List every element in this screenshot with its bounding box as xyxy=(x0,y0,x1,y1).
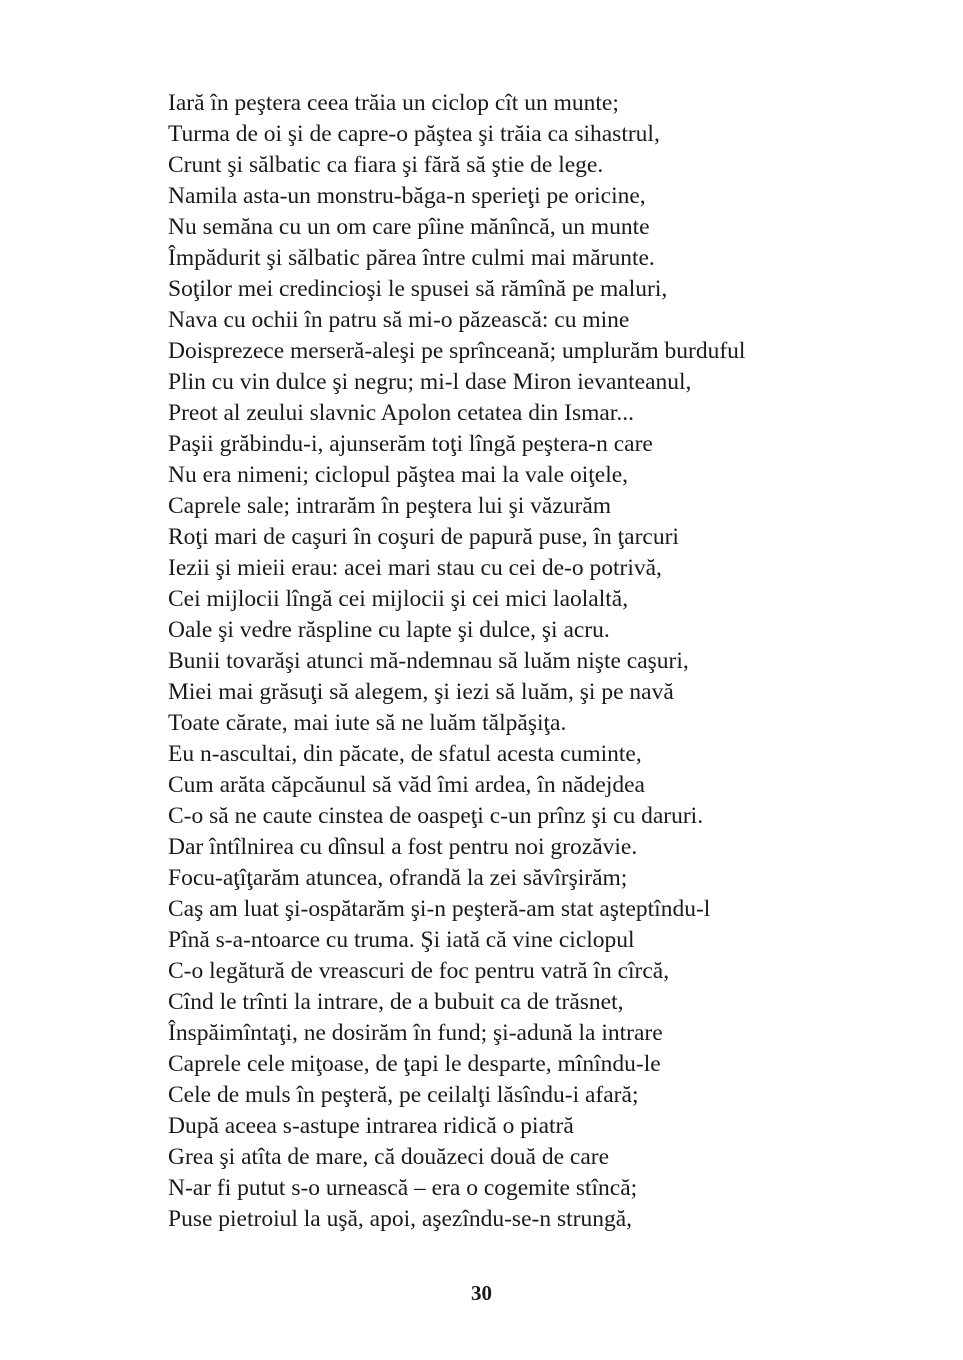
poem-line: Grea şi atîta de mare, că douăzeci două de care xyxy=(168,1144,610,1170)
poem-line: Nu semăna cu un om care pîine mănîncă, un munte xyxy=(168,214,650,240)
poem-line: Paşii grăbindu-i, ajunserăm toţi lîngă peştera-n care xyxy=(168,431,653,457)
poem-line: Turma de oi şi de capre-o păştea şi trăia ca sihastrul, xyxy=(168,121,660,147)
poem-line: Dar întîlnirea cu dînsul a fost pentru noi grozăvie. xyxy=(168,834,638,860)
poem-line: După aceea s-astupe intrarea ridică o piatră xyxy=(168,1113,574,1139)
poem-line: Soţilor mei credincioşi le spusei să rămînă pe maluri, xyxy=(168,276,668,302)
poem-line: Focu-aţîţarăm atuncea, ofrandă la zei săvîrşirăm; xyxy=(168,865,628,891)
poem-line: Puse pietroiul la uşă, apoi, aşezîndu-se-n strungă, xyxy=(168,1206,633,1232)
poem-line: Nava cu ochii în patru să mi-o păzească: cu mine xyxy=(168,307,630,333)
poem-line: Miei mai grăsuţi să alegem, şi iezi să luăm, şi pe navă xyxy=(168,679,674,705)
poem-line: Cum arăta căpcăunul să văd îmi ardea, în nădejdea xyxy=(168,772,645,798)
poem-text xyxy=(168,88,928,1235)
poem-line: Cei mijlocii lîngă cei mijlocii şi cei mici laolaltă, xyxy=(168,586,629,612)
poem-line: Caş am luat şi-ospătarăm şi-n peşteră-am stat aşteptîndu-l xyxy=(168,896,711,922)
poem-line: Cînd le trînti la intrare, de a bubuit ca de trăsnet, xyxy=(168,989,624,1015)
poem-line: Iezii şi mieii erau: acei mari stau cu cei de-o potrivă, xyxy=(168,555,662,581)
poem-line: Caprele sale; intrarăm în peştera lui şi văzurăm xyxy=(168,493,612,519)
poem-line: Oale şi vedre răspline cu lapte şi dulce, şi acru. xyxy=(168,617,610,643)
poem-line: Înspăimîntaţi, ne dosirăm în fund; şi-adună la intrare xyxy=(168,1020,663,1046)
poem-line: Caprele cele miţoase, de ţapi le desparte, mînîndu-le xyxy=(168,1051,661,1077)
poem-line: Plin cu vin dulce şi negru; mi-l dase Miron ievanteanul, xyxy=(168,369,692,395)
poem-line: Doisprezece merseră-aleşi pe sprînceană; umplurăm burduful xyxy=(168,338,746,364)
poem-line: Cele de muls în peşteră, pe ceilalţi lăsîndu-i afară; xyxy=(168,1082,639,1108)
poem-line: Bunii tovarăşi atunci mă-ndemnau să luăm nişte caşuri, xyxy=(168,648,689,674)
poem-line: Eu n-ascultai, din păcate, de sfatul acesta cuminte, xyxy=(168,741,642,767)
poem-line: Toate cărate, mai iute să ne luăm tălpăşiţa. xyxy=(168,710,567,736)
poem-line: Crunt şi sălbatic ca fiara şi fără să ştie de lege. xyxy=(168,152,604,178)
poem-line: Roţi mari de caşuri în coşuri de papură puse, în ţarcuri xyxy=(168,524,679,550)
page-number: 30 xyxy=(471,1281,492,1305)
poem-line: Preot al zeului slavnic Apolon cetatea din Ismar... xyxy=(168,400,634,426)
poem-line: Pînă s-a-ntoarce cu truma. Şi iată că vine ciclopul xyxy=(168,927,635,953)
poem-line: Împădurit şi sălbatic părea între culmi mai mărunte. xyxy=(168,245,655,271)
poem-line: Namila asta-un monstru-băga-n sperieţi pe oricine, xyxy=(168,183,646,209)
poem-line: Iară în peştera ceea trăia un ciclop cît un munte; xyxy=(168,90,619,116)
poem-line: C-o legătură de vreascuri de foc pentru vatră în cîrcă, xyxy=(168,958,670,984)
poem-line: N-ar fi putut s-o urnească – era o cogemite stîncă; xyxy=(168,1175,638,1201)
poem-line: C-o să ne caute cinstea de oaspeţi c-un prînz şi cu daruri. xyxy=(168,803,704,829)
poem-line: Nu era nimeni; ciclopul păştea mai la vale oiţele, xyxy=(168,462,629,488)
